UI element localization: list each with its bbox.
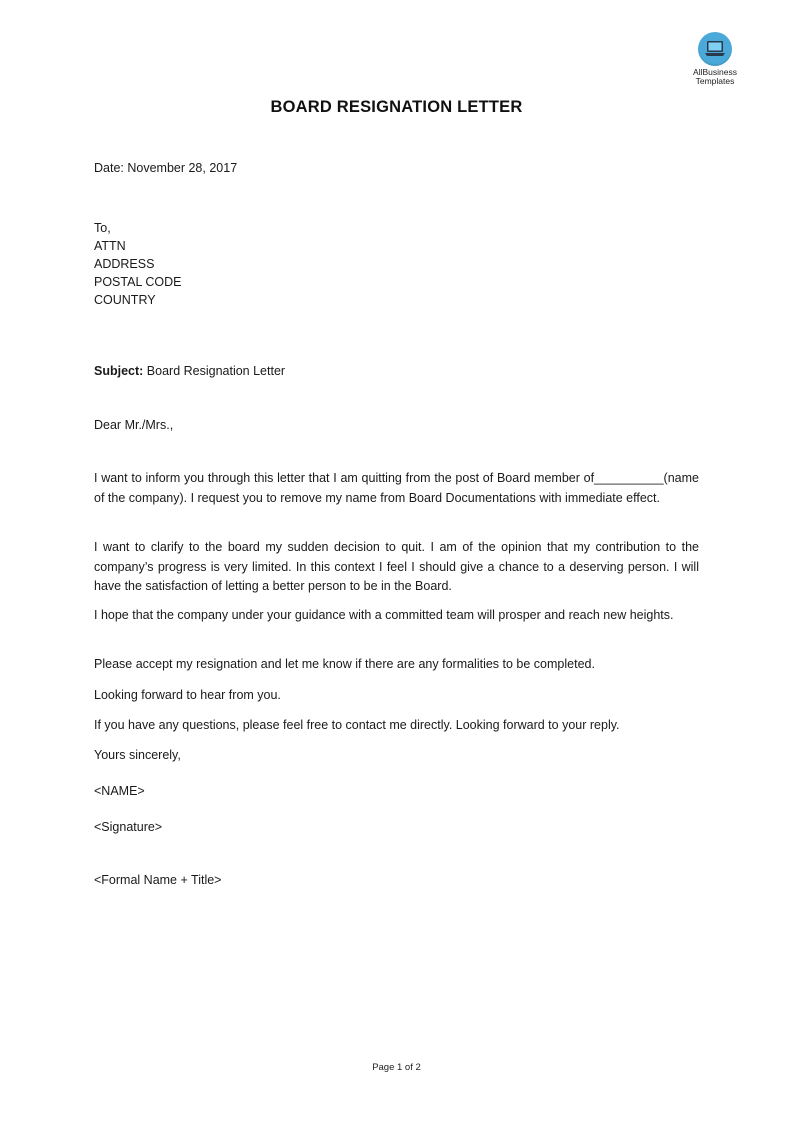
body-paragraph-4: Please accept my resignation and let me know if there are any formalities to be completed. xyxy=(94,657,595,671)
recipient-country: COUNTRY xyxy=(94,293,156,307)
logo-line-1: AllBusiness xyxy=(693,67,737,77)
recipient-postal-code: POSTAL CODE xyxy=(94,275,182,289)
formal-name-placeholder: <Formal Name + Title> xyxy=(94,873,222,887)
name-placeholder: <NAME> xyxy=(94,784,145,798)
body-paragraph-6: If you have any questions, please feel free to contact me directly. Looking forward to your reply. xyxy=(94,718,620,732)
body-paragraph-5: Looking forward to hear from you. xyxy=(94,688,281,702)
page-title: BOARD RESIGNATION LETTER xyxy=(270,98,523,116)
logo-line-2: Templates xyxy=(695,76,735,86)
body-paragraph-1: I want to inform you through this letter that I am quitting from the post of Board member of__________(name of the company). I request you to remove my name from Board Documentations with immediate effect. xyxy=(94,471,699,505)
laptop-icon xyxy=(698,32,732,66)
date-line: Date: November 28, 2017 xyxy=(94,161,238,175)
subject-label: Subject: xyxy=(94,364,144,378)
allbusiness-logo xyxy=(683,32,747,86)
page-number-footer: Page 1 of 2 xyxy=(372,1062,421,1073)
recipient-to: To, xyxy=(94,221,111,235)
recipient-block xyxy=(94,219,182,309)
salutation: Dear Mr./Mrs., xyxy=(94,418,174,432)
signature-placeholder: <Signature> xyxy=(94,820,163,834)
closing: Yours sincerely, xyxy=(94,748,181,762)
subject-text: Board Resignation Letter xyxy=(143,364,286,378)
body-paragraph-3: I hope that the company under your guidance with a committed team will prosper and reach new heights. xyxy=(94,608,674,622)
recipient-address: ADDRESS xyxy=(94,257,155,271)
body-paragraph-2: I want to clarify to the board my sudden decision to quit. I am of the opinion that my contribution to the company’s progress is very limited. In this context I feel I should give a chance to a deserving person. I will have the satisfaction of letting a better person to be in the Board. xyxy=(94,540,699,593)
recipient-attn: ATTN xyxy=(94,239,126,253)
subject-line xyxy=(94,362,285,380)
